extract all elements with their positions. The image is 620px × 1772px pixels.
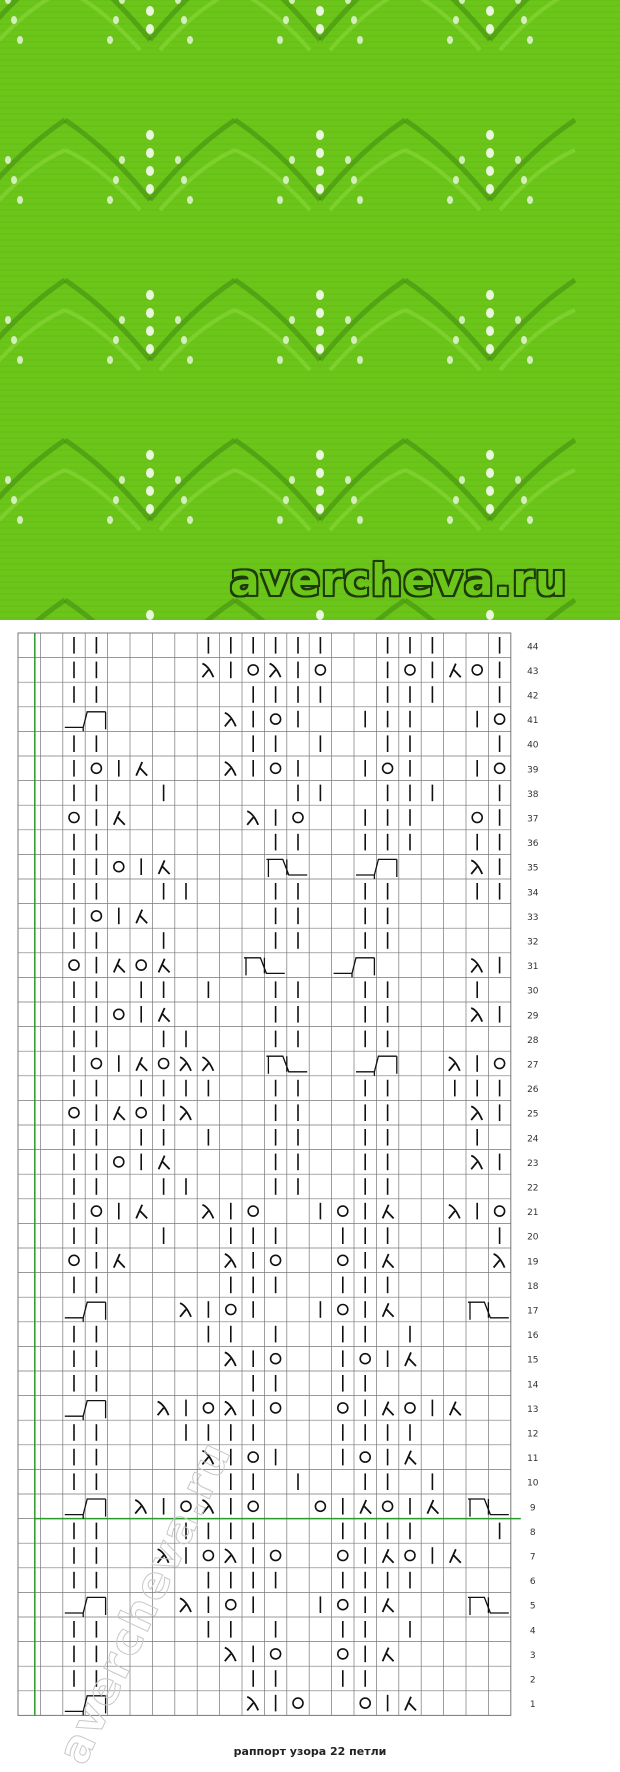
eyelet-hole — [146, 610, 154, 620]
row-number-label: 10 — [527, 1478, 539, 1489]
eyelet-hole — [181, 496, 187, 504]
eyelet-hole — [316, 468, 324, 478]
eyelet-hole — [146, 184, 154, 194]
eyelet-hole — [316, 184, 324, 194]
eyelet-hole — [453, 176, 459, 184]
eyelet-hole — [521, 496, 527, 504]
row-number-label: 19 — [527, 1257, 539, 1268]
eyelet-hole — [175, 156, 181, 164]
eyelet-hole — [187, 196, 193, 204]
eyelet-hole — [345, 156, 351, 164]
eyelet-hole — [316, 130, 324, 140]
eyelet-hole — [316, 344, 324, 354]
lace-pattern-texture — [0, 0, 620, 620]
eyelet-hole — [316, 6, 324, 16]
row-number-label: 28 — [527, 1035, 539, 1046]
eyelet-hole — [486, 468, 494, 478]
eyelet-hole — [5, 156, 11, 164]
eyelet-hole — [277, 356, 283, 364]
chevron-rib — [150, 600, 235, 620]
eyelet-hole — [146, 148, 154, 158]
row-number-label: 26 — [527, 1085, 539, 1096]
eyelet-hole — [453, 16, 459, 24]
chevron-highlight — [330, 310, 405, 370]
eyelet-hole — [289, 156, 295, 164]
eyelet-hole — [486, 184, 494, 194]
eyelet-hole — [527, 516, 533, 524]
eyelet-hole — [107, 516, 113, 524]
eyelet-hole — [357, 36, 363, 44]
eyelet-hole — [146, 6, 154, 16]
eyelet-hole — [345, 476, 351, 484]
eyelet-hole — [486, 148, 494, 158]
eyelet-hole — [181, 16, 187, 24]
eyelet-hole — [453, 336, 459, 344]
eyelet-hole — [181, 336, 187, 344]
eyelet-hole — [283, 16, 289, 24]
eyelet-hole — [459, 156, 465, 164]
eyelet-hole — [17, 36, 23, 44]
eyelet-hole — [486, 326, 494, 336]
row-number-label: 20 — [527, 1232, 539, 1243]
chart-grid — [0, 620, 620, 1771]
eyelet-hole — [146, 486, 154, 496]
chevron-rib — [65, 600, 150, 620]
eyelet-hole — [175, 476, 181, 484]
eyelet-hole — [527, 36, 533, 44]
eyelet-hole — [486, 24, 494, 34]
eyelet-hole — [316, 166, 324, 176]
eyelet-hole — [113, 336, 119, 344]
row-number-label: 33 — [527, 912, 539, 923]
eyelet-hole — [515, 316, 521, 324]
row-number-label: 23 — [527, 1158, 539, 1169]
eyelet-hole — [486, 486, 494, 496]
row-number-label: 44 — [527, 642, 539, 653]
photo-watermark: avercheva.ru — [230, 555, 568, 606]
eyelet-hole — [459, 316, 465, 324]
knitted-sample-photo — [0, 0, 620, 620]
row-number-label: 25 — [527, 1109, 539, 1120]
eyelet-hole — [146, 166, 154, 176]
row-number-label: 43 — [527, 666, 539, 677]
eyelet-hole — [146, 344, 154, 354]
row-number-label: 2 — [529, 1675, 536, 1686]
row-number-label: 1 — [529, 1700, 536, 1711]
eyelet-hole — [357, 356, 363, 364]
eyelet-hole — [515, 156, 521, 164]
eyelet-hole — [486, 6, 494, 16]
row-number-label: 13 — [527, 1404, 539, 1415]
chevron-highlight — [405, 310, 480, 370]
chevron-highlight — [235, 470, 310, 530]
eyelet-hole — [146, 450, 154, 460]
row-number-label: 9 — [529, 1503, 536, 1514]
eyelet-hole — [351, 176, 357, 184]
row-number-label: 6 — [529, 1577, 536, 1588]
eyelet-hole — [486, 290, 494, 300]
row-number-label: 32 — [527, 937, 539, 948]
eyelet-hole — [107, 356, 113, 364]
row-number-label: 16 — [527, 1331, 539, 1342]
chart-watermark: avercheva.ru — [48, 1433, 242, 1772]
repeat-caption: раппорт узора 22 петли — [233, 1745, 387, 1758]
eyelet-hole — [283, 496, 289, 504]
eyelet-hole — [113, 16, 119, 24]
eyelet-hole — [345, 316, 351, 324]
eyelet-hole — [17, 356, 23, 364]
row-number-label: 29 — [527, 1011, 539, 1022]
chevron-rib — [0, 600, 65, 620]
eyelet-hole — [486, 130, 494, 140]
eyelet-hole — [146, 308, 154, 318]
eyelet-hole — [453, 496, 459, 504]
chevron-highlight — [160, 470, 235, 530]
row-number-label: 11 — [527, 1454, 539, 1465]
row-number-label: 37 — [527, 814, 539, 825]
eyelet-hole — [486, 344, 494, 354]
eyelet-hole — [119, 316, 125, 324]
eyelet-hole — [447, 36, 453, 44]
eyelet-hole — [459, 476, 465, 484]
eyelet-hole — [113, 496, 119, 504]
knitting-chart — [0, 620, 620, 1771]
eyelet-hole — [527, 356, 533, 364]
eyelet-hole — [17, 516, 23, 524]
row-number-label: 31 — [527, 962, 539, 973]
eyelet-hole — [187, 516, 193, 524]
eyelet-hole — [17, 196, 23, 204]
eyelet-hole — [316, 308, 324, 318]
eyelet-hole — [283, 176, 289, 184]
eyelet-hole — [187, 36, 193, 44]
chevron-highlight — [500, 310, 575, 370]
eyelet-hole — [146, 24, 154, 34]
row-number-label: 30 — [527, 986, 539, 997]
chevron-highlight — [235, 310, 310, 370]
eyelet-hole — [107, 196, 113, 204]
eyelet-hole — [351, 336, 357, 344]
eyelet-hole — [486, 610, 494, 620]
eyelet-hole — [316, 486, 324, 496]
eyelet-hole — [146, 130, 154, 140]
eyelet-hole — [316, 610, 324, 620]
row-number-label: 17 — [527, 1306, 539, 1317]
eyelet-hole — [316, 148, 324, 158]
row-number-label: 42 — [527, 691, 539, 702]
eyelet-hole — [277, 196, 283, 204]
eyelet-hole — [181, 176, 187, 184]
eyelet-hole — [447, 356, 453, 364]
row-number-label: 27 — [527, 1060, 539, 1071]
eyelet-hole — [11, 176, 17, 184]
row-number-label: 34 — [527, 888, 539, 899]
eyelet-hole — [277, 36, 283, 44]
chevron-highlight — [65, 470, 140, 530]
row-number-label: 5 — [529, 1601, 536, 1612]
eyelet-hole — [316, 326, 324, 336]
eyelet-hole — [146, 504, 154, 514]
eyelet-hole — [289, 316, 295, 324]
eyelet-hole — [521, 176, 527, 184]
row-number-label: 39 — [527, 765, 539, 776]
eyelet-hole — [316, 24, 324, 34]
eyelet-hole — [527, 196, 533, 204]
eyelet-hole — [11, 336, 17, 344]
eyelet-hole — [5, 316, 11, 324]
eyelet-hole — [486, 450, 494, 460]
eyelet-hole — [357, 516, 363, 524]
eyelet-hole — [113, 176, 119, 184]
eyelet-hole — [521, 336, 527, 344]
row-number-label: 3 — [529, 1650, 536, 1661]
row-number-label: 12 — [527, 1429, 539, 1440]
row-number-label: 21 — [527, 1208, 539, 1219]
chevron-highlight — [65, 310, 140, 370]
row-number-label: 14 — [527, 1380, 539, 1391]
chevron-highlight — [330, 470, 405, 530]
eyelet-hole — [486, 308, 494, 318]
eyelet-hole — [316, 450, 324, 460]
row-number-label: 35 — [527, 863, 539, 874]
eyelet-hole — [146, 290, 154, 300]
row-number-label: 41 — [527, 716, 539, 727]
eyelet-hole — [283, 336, 289, 344]
eyelet-hole — [119, 156, 125, 164]
eyelet-hole — [289, 476, 295, 484]
eyelet-hole — [277, 516, 283, 524]
eyelet-hole — [447, 196, 453, 204]
row-number-label: 24 — [527, 1134, 539, 1145]
eyelet-hole — [351, 16, 357, 24]
eyelet-hole — [119, 476, 125, 484]
chevron-highlight — [160, 310, 235, 370]
row-number-label: 4 — [529, 1626, 536, 1637]
row-number-label: 36 — [527, 839, 539, 850]
eyelet-hole — [351, 496, 357, 504]
row-number-label: 7 — [529, 1552, 536, 1563]
eyelet-hole — [187, 356, 193, 364]
eyelet-hole — [107, 36, 113, 44]
eyelet-hole — [146, 326, 154, 336]
eyelet-hole — [447, 516, 453, 524]
eyelet-hole — [5, 476, 11, 484]
row-number-label: 22 — [527, 1183, 539, 1194]
row-number-label: 8 — [529, 1527, 536, 1538]
eyelet-hole — [521, 16, 527, 24]
row-number-label: 40 — [527, 740, 539, 751]
eyelet-hole — [515, 476, 521, 484]
eyelet-hole — [486, 504, 494, 514]
eyelet-hole — [11, 16, 17, 24]
eyelet-hole — [357, 196, 363, 204]
chevron-highlight — [405, 470, 480, 530]
eyelet-hole — [146, 468, 154, 478]
eyelet-hole — [11, 496, 17, 504]
row-number-label: 18 — [527, 1281, 539, 1292]
eyelet-hole — [316, 504, 324, 514]
chevron-highlight — [500, 470, 575, 530]
row-number-label: 38 — [527, 789, 539, 800]
row-number-label: 15 — [527, 1355, 539, 1366]
eyelet-hole — [486, 166, 494, 176]
eyelet-hole — [316, 290, 324, 300]
eyelet-hole — [175, 316, 181, 324]
